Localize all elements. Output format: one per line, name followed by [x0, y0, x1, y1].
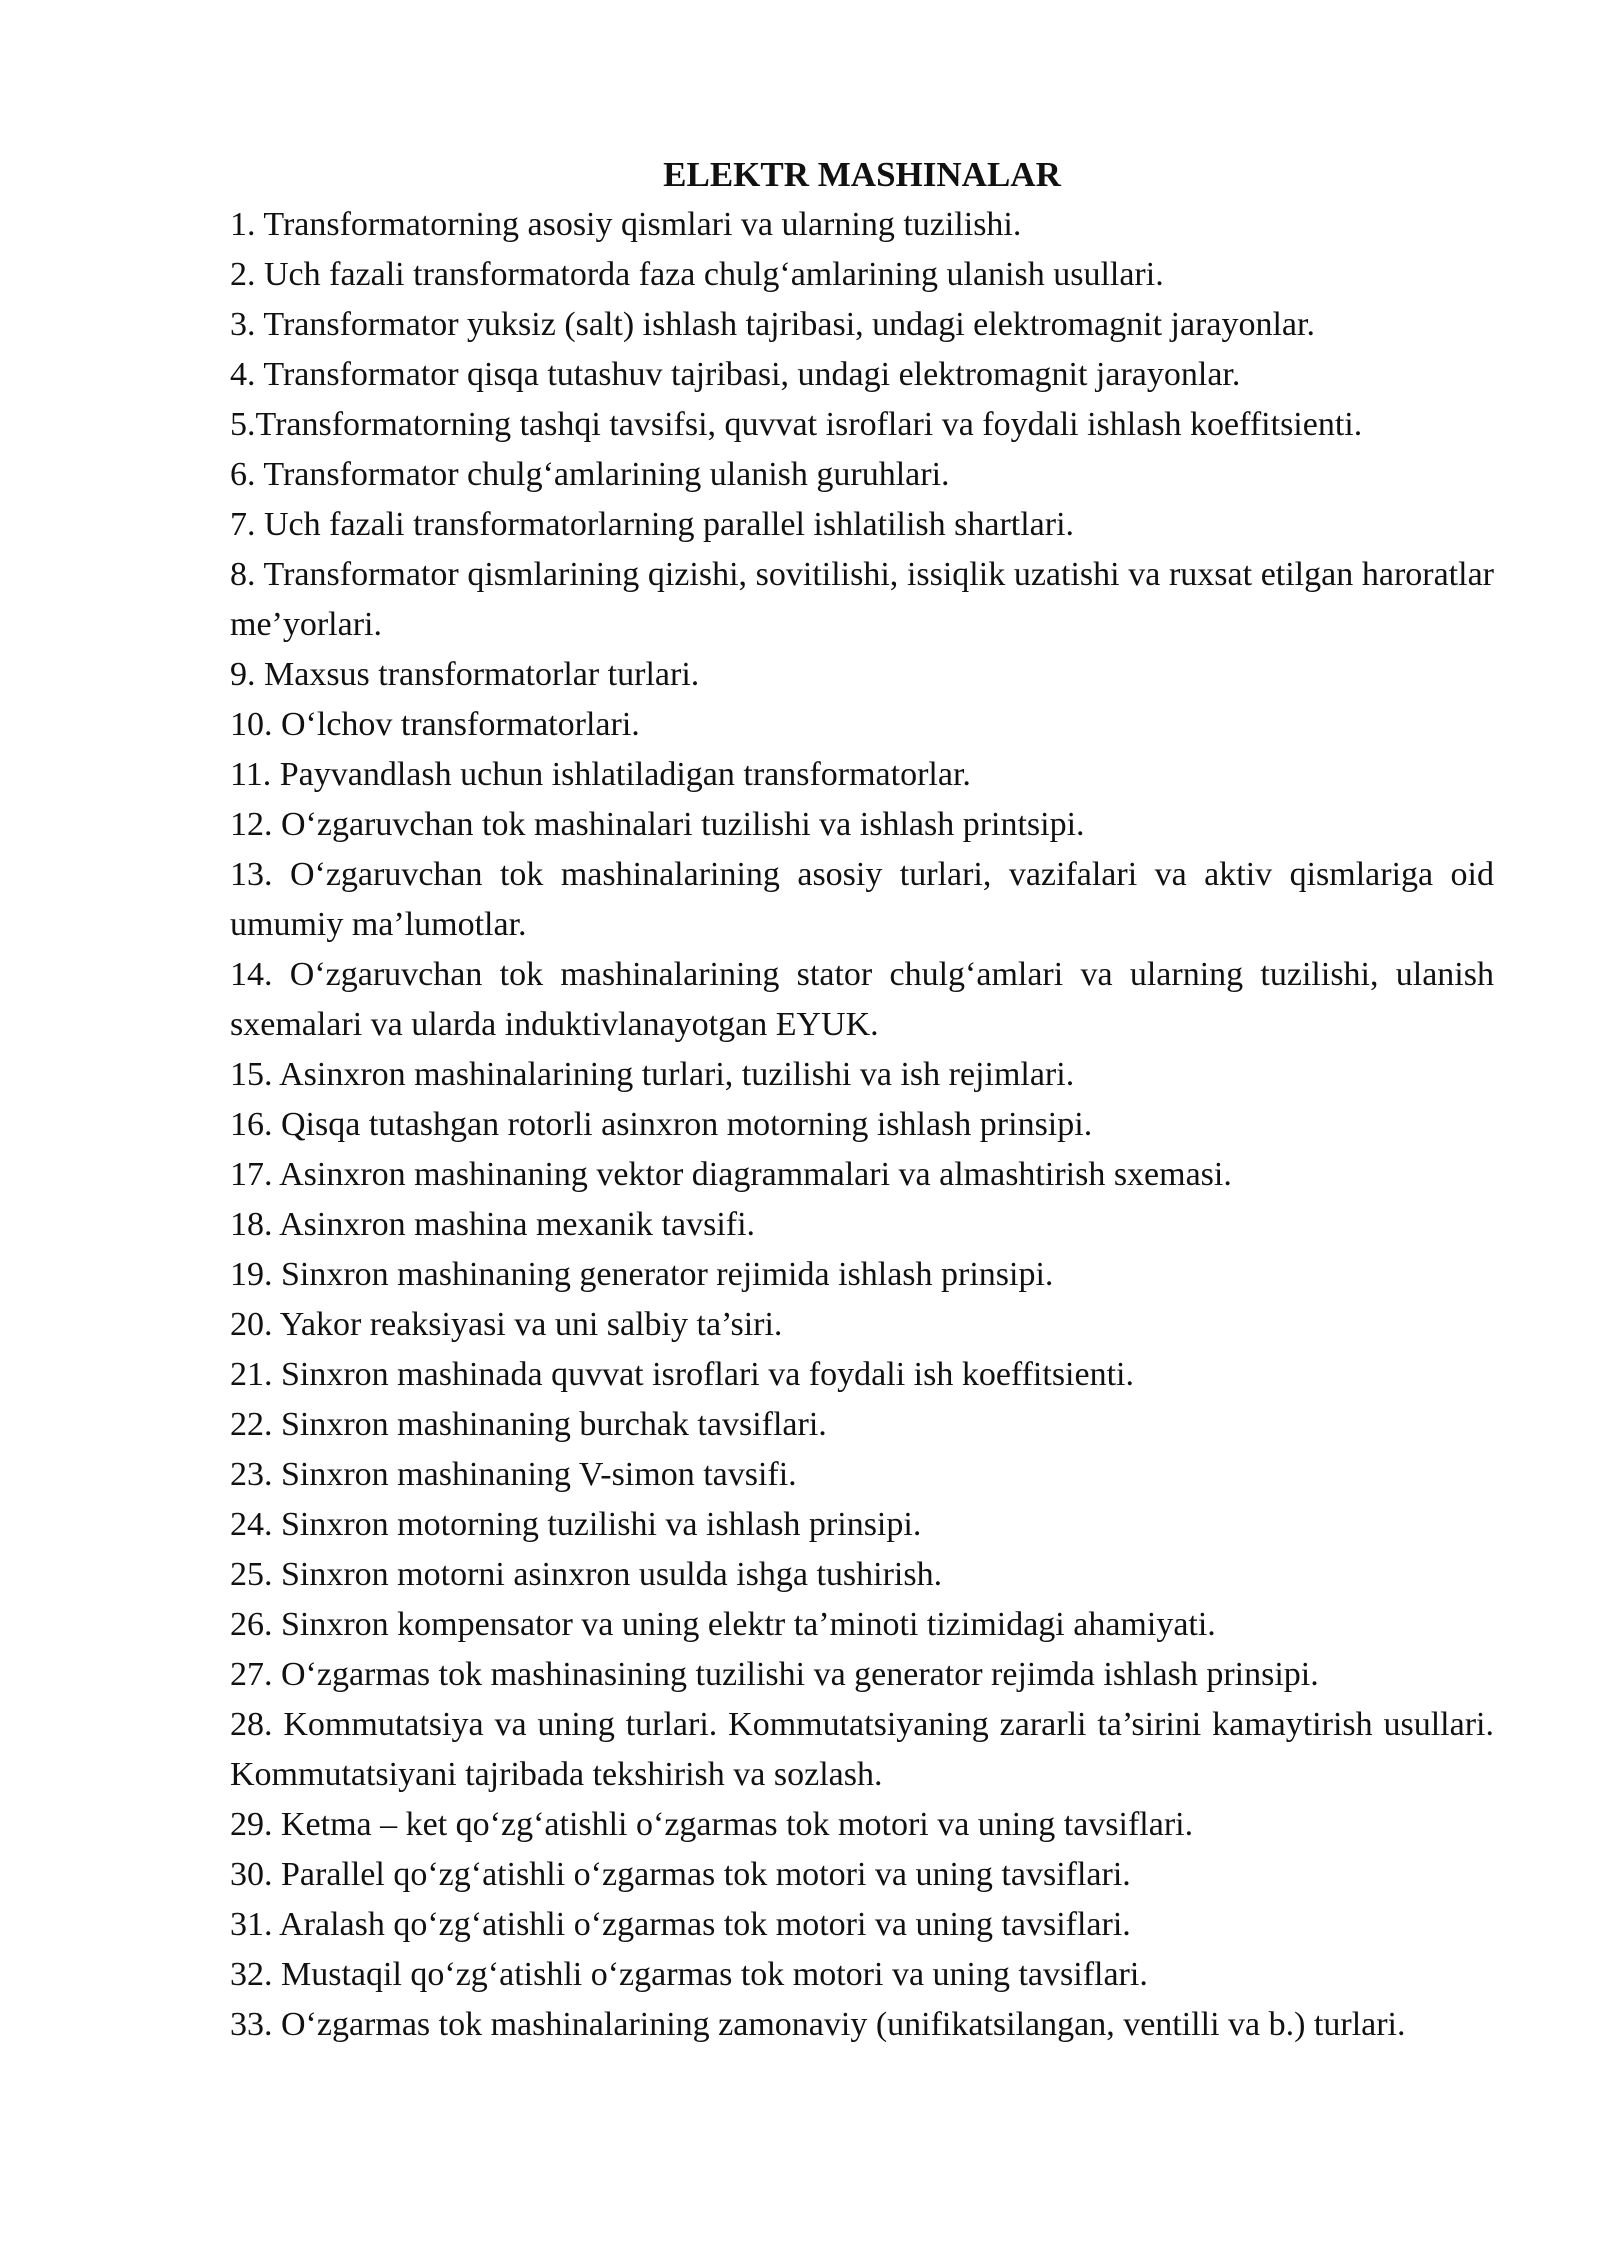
list-item: 30. Parallel qo‘zg‘atishli o‘zgarmas tok motori va uning tavsiflari. [230, 1856, 1131, 1893]
list-item: 13. O‘zgaruvchan tok mashinalarining asosiy turlari, vazifalari va aktiv qismlariga oid umumiy ma’lumotlar. [230, 856, 1494, 943]
list-item: 23. Sinxron mashinaning V-simon tavsifi. [230, 1456, 797, 1493]
list-item: 7. Uch fazali transformatorlarning parallel ishlatilish shartlari. [230, 506, 1075, 543]
list-item: 19. Sinxron mashinaning generator rejimida ishlash prinsipi. [230, 1256, 1054, 1293]
list-item: 16. Qisqa tutashgan rotorli asinxron motorning ishlash prinsipi. [230, 1106, 1093, 1143]
list-item: 15. Asinxron mashinalarining turlari, tuzilishi va ish rejimlari. [230, 1056, 1075, 1093]
list-item: 4. Transformator qisqa tutashuv tajribasi, undagi elektromagnit jarayonlar. [230, 356, 1241, 393]
document-title: ELEKTR MASHINALAR [663, 155, 1061, 194]
list-item: 27. O‘zgarmas tok mashinasining tuzilishi va generator rejimda ishlash prinsipi. [230, 1656, 1319, 1693]
list-item: 18. Asinxron mashina mexanik tavsifi. [230, 1206, 756, 1243]
list-item: 17. Asinxron mashinaning vektor diagrammalari va almashtirish sxemasi. [230, 1156, 1232, 1193]
question-list [230, 200, 1494, 2050]
list-item: 26. Sinxron kompensator va uning elektr ta’minoti tizimidagi ahamiyati. [230, 1606, 1216, 1643]
document-page [230, 150, 1494, 2050]
list-item: 5.Transformatorning tashqi tavsifsi, quvvat isroflari va foydali ishlash koeffitsienti. [230, 406, 1363, 443]
list-item: 24. Sinxron motorning tuzilishi va ishlash prinsipi. [230, 1506, 922, 1543]
list-item: 28. Kommutatsiya va uning turlari. Kommutatsiyaning zararli ta’sirini kamaytirish usullari. Kommutatsiyani tajribada tekshirish va sozlash. [230, 1706, 1494, 1793]
list-item: 29. Ketma – ket qo‘zg‘atishli o‘zgarmas tok motori va uning tavsiflari. [230, 1806, 1194, 1843]
list-item: 22. Sinxron mashinaning burchak tavsiflari. [230, 1406, 827, 1443]
list-item: 6. Transformator chulg‘amlarining ulanish guruhlari. [230, 456, 950, 493]
list-item: 25. Sinxron motorni asinxron usulda ishga tushirish. [230, 1556, 943, 1593]
list-item: 33. O‘zgarmas tok mashinalarining zamonaviy (unifikatsilangan, ventilli va b.) turlari. [230, 2006, 1406, 2043]
list-item: 21. Sinxron mashinada quvvat isroflari va foydali ish koeffitsienti. [230, 1356, 1134, 1393]
list-item: 14. O‘zgaruvchan tok mashinalarining stator chulg‘amlari va ularning tuzilishi, ulanish sxemalari va ularda induktivlanayotgan EYUK. [230, 956, 1494, 1043]
list-item: 11. Payvandlash uchun ishlatiladigan transformatorlar. [230, 756, 971, 793]
list-item: 8. Transformator qismlarining qizishi, sovitilishi, issiqlik uzatishi va ruxsat etilgan haroratlar me’yorlari. [230, 556, 1494, 643]
list-item: 20. Yakor reaksiyasi va uni salbiy ta’siri. [230, 1306, 783, 1343]
list-item: 12. O‘zgaruvchan tok mashinalari tuzilishi va ishlash printsipi. [230, 806, 1085, 843]
list-item: 1. Transformatorning asosiy qismlari va ularning tuzilishi. [230, 206, 1022, 243]
list-item: 2. Uch fazali transformatorda faza chulg‘amlarining ulanish usullari. [230, 256, 1164, 293]
list-item: 9. Maxsus transformatorlar turlari. [230, 656, 700, 693]
list-item: 31. Aralash qo‘zg‘atishli o‘zgarmas tok motori va uning tavsiflari. [230, 1906, 1131, 1943]
list-item: 3. Transformator yuksiz (salt) ishlash tajribasi, undagi elektromagnit jarayonlar. [230, 306, 1315, 343]
list-item: 32. Mustaqil qo‘zg‘atishli o‘zgarmas tok motori va uning tavsiflari. [230, 1956, 1148, 1993]
list-item: 10. O‘lchov transformatorlari. [230, 706, 640, 743]
